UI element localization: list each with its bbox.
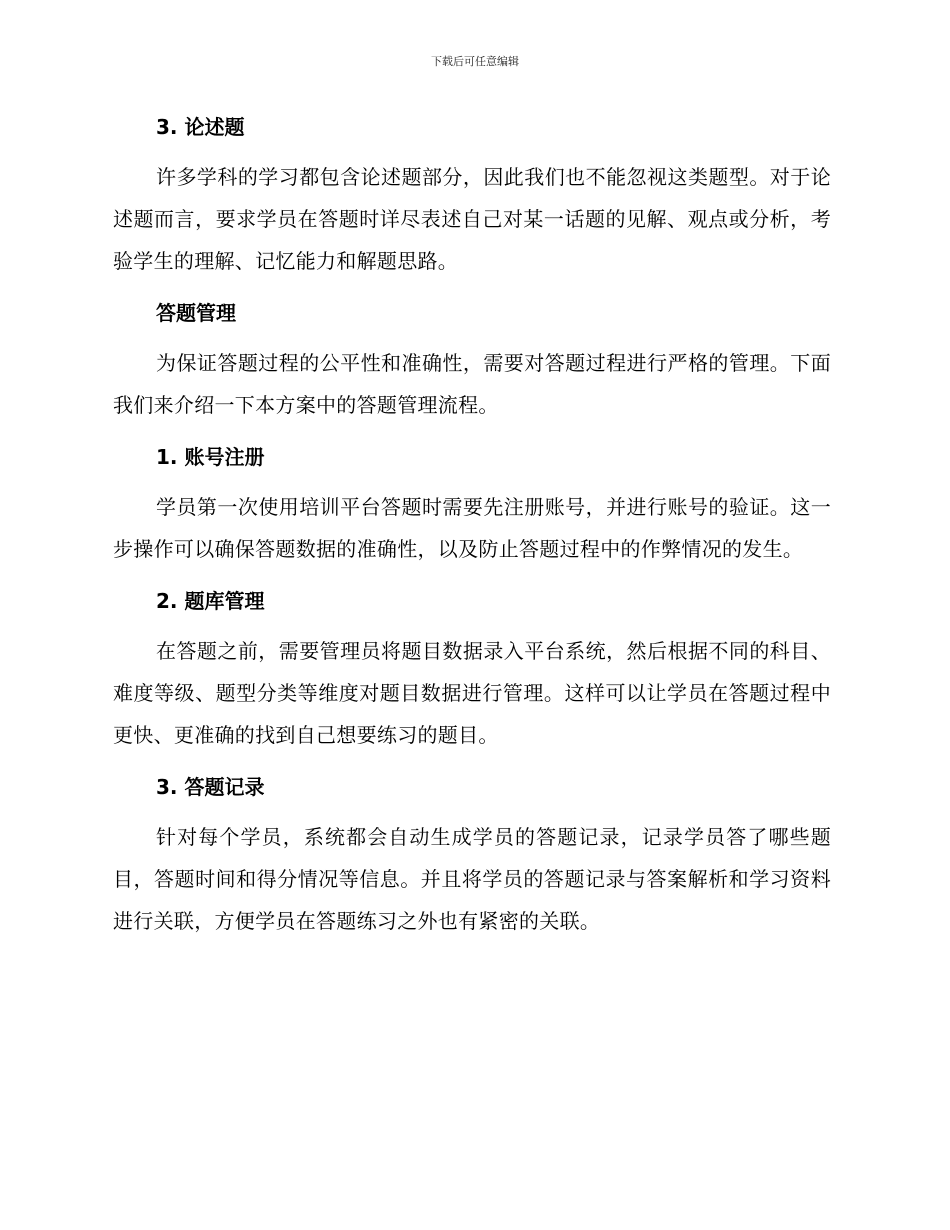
section-heading-question-bank: 2. 题库管理 [156,589,265,613]
section-paragraph-essay: 许多学科的学习都包含论述题部分，因此我们也不能忽视这类题型。对于论述题而言，要求学员在答题时详尽表述自己对某一话题的见解、观点或分析，考验学生的理解、记忆能力和解题思路。 [113,165,831,273]
section-heading-essay: 3. 论述题 [156,115,245,139]
section-paragraph-answer-record: 针对每个学员，系统都会自动生成学员的答题记录，记录学员答了哪些题目，答题时间和得分情况等信息。并且将学员的答题记录与答案解析和学习资料进行关联，方便学员在答题练习之外也有紧密的关联。 [113,825,831,933]
section-heading-answer-record: 3. 答题记录 [156,775,265,799]
section-heading-answer-management: 答题管理 [156,301,236,325]
section-paragraph-answer-management: 为保证答题过程的公平性和准确性，需要对答题过程进行严格的管理。下面我们来介绍一下本方案中的答题管理流程。 [113,351,831,417]
section-paragraph-account-registration: 学员第一次使用培训平台答题时需要先注册账号，并进行账号的验证。这一步操作可以确保答题数据的准确性，以及防止答题过程中的作弊情况的发生。 [113,495,831,561]
document-body [113,108,831,942]
section-paragraph-question-bank: 在答题之前，需要管理员将题目数据录入平台系统，然后根据不同的科目、难度等级、题型分类等维度对题目数据进行管理。这样可以让学员在答题过程中更快、更准确的找到自己想要练习的题目。 [113,639,831,747]
section-heading-account-registration: 1. 账号注册 [156,445,265,469]
page-header-note: 下载后可任意编辑 [431,55,519,68]
